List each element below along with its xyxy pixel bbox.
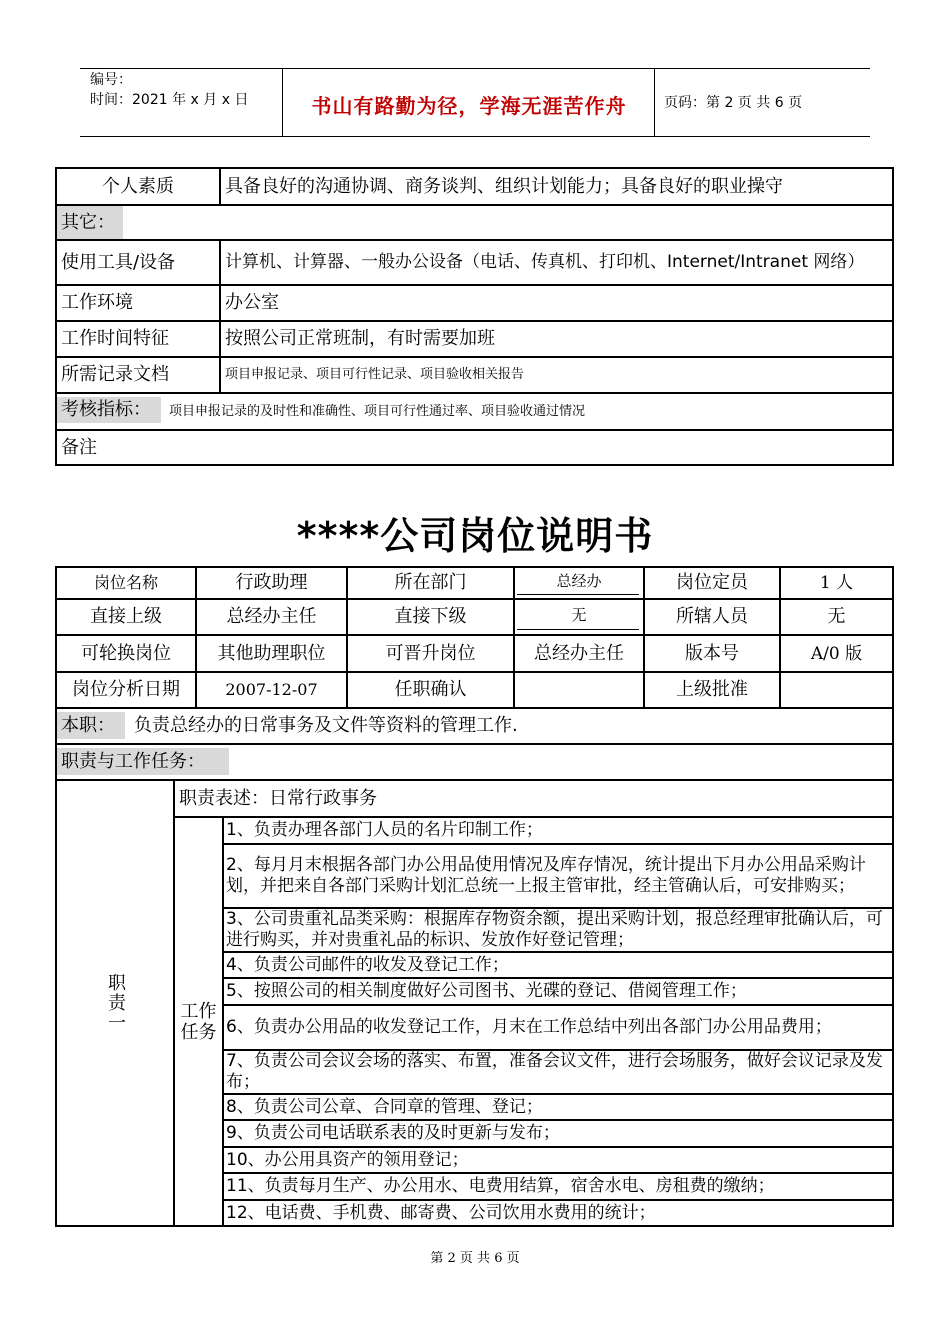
time-label: 时间：2021 年 x 月 x 日 (90, 92, 249, 108)
table-row-value: 项目申报记录的及时性和准确性、项目可行性通过率、项目验收通过情况 (169, 403, 586, 419)
task-text: 2、每月月末根据各部门办公用品使用情况及库存情况，统计提出下月办公用品采购计划，并把来自各部门采购计划汇总统一上报主管审批，经主管确认后，可安排购买； (226, 855, 866, 896)
duty-description: 职责表述：日常行政事务 (179, 787, 377, 809)
page-info: 页码：第 2 页 共 6 页 (664, 95, 803, 111)
grid-label: 岗位分析日期 (72, 679, 180, 700)
duty-main-text: 负责总经办的日常事务及文件等资料的管理工作. (134, 715, 518, 736)
table-row-value: 计算机、计算器、一般办公设备（电话、传真机、打印机、Internet/Intranet 网络） (225, 252, 865, 272)
task-item (224, 1051, 892, 1093)
responsibilities-label: 职责与工作任务： (57, 748, 229, 775)
task-text: 10、办公用具资产的领用登记； (226, 1149, 469, 1170)
grid-label: 任职确认 (394, 679, 467, 700)
grid-label: 可晋升岗位 (385, 642, 476, 664)
document-title: ****公司岗位说明书 (296, 514, 654, 558)
table-row-label: 考核指标： (57, 397, 161, 423)
task-item (224, 1095, 892, 1119)
grid-value: 总经办主任 (226, 606, 317, 627)
grid-label: 版本号 (685, 642, 739, 664)
header-divider (654, 68, 655, 136)
table-row-label: 工作时间特征 (61, 328, 169, 349)
task-text: 12、电话费、手机费、邮寄费、公司饮用水费用的统计； (226, 1202, 656, 1223)
header-divider (282, 68, 283, 136)
grid-value: A/0 版 (810, 643, 863, 664)
duty-main-label: 本职： (57, 712, 125, 739)
grid-value: 2007-12-07 (225, 680, 318, 699)
task-text: 7、负责公司会议会场的落实、布置，准备会议文件，进行会场服务，做好会议记录及发布； (226, 1051, 883, 1092)
motto: 书山有路勤为径，学海无涯苦作舟 (311, 94, 627, 118)
grid-label: 岗位定员 (676, 572, 748, 593)
table-row-label: 其它： (57, 206, 123, 239)
grid-label: 所在部门 (394, 572, 467, 593)
grid-label: 可轮换岗位 (81, 642, 171, 664)
grid-value (781, 673, 892, 707)
task-item (224, 1121, 892, 1146)
task-text: 9、负责公司电话联系表的及时更新与发布； (226, 1123, 560, 1143)
task-item (224, 1201, 892, 1225)
grid-value: 行政助理 (235, 572, 308, 593)
number-label: 编号： (90, 72, 132, 88)
table-row-label: 所需记录文档 (61, 364, 169, 385)
grid-value: 总经办主任 (534, 642, 624, 664)
grid-value: 无 (571, 605, 587, 624)
task-item (224, 953, 892, 977)
grid-label: 直接上级 (90, 606, 162, 627)
task-text: 11、负责每月生产、办公用水、电费用结算，宿舍水电、房租费的缴纳； (226, 1176, 775, 1196)
table-row-label: 工作环境 (61, 292, 133, 313)
tasks-label (175, 818, 222, 1225)
grid-label: 岗位名称 (93, 573, 158, 592)
header-meta (90, 70, 248, 110)
table-row-value: 办公室 (225, 292, 279, 313)
table-row-label: 个人素质 (102, 175, 174, 197)
grid-value (515, 673, 643, 707)
table-row-label: 备注 (61, 436, 97, 458)
header-bottom-rule (80, 136, 870, 137)
duty-label-text: 职责一 (105, 973, 126, 1033)
task-item (224, 909, 892, 951)
grid-value: 其他助理职位 (217, 642, 326, 664)
task-item (224, 1148, 892, 1172)
duty-label (57, 781, 173, 1225)
task-item (224, 1006, 892, 1049)
task-item (224, 1174, 892, 1199)
grid-value: 无 (827, 606, 846, 627)
task-item (224, 979, 892, 1004)
task-text: 3、公司贵重礼品类采购：根据库存物资余额，提出采购计划，报总经理审批确认后，可进行购买，并对贵重礼品的标识、发放作好登记管理； (226, 909, 883, 950)
grid-label: 直接下级 (394, 606, 467, 627)
task-text: 5、按照公司的相关制度做好公司图书、光碟的登记、借阅管理工作； (226, 981, 747, 1001)
table-row-label: 使用工具/设备 (61, 251, 176, 273)
table-row-value: 项目申报记录、项目可行性记录、项目验收相关报告 (225, 367, 525, 382)
page-footer: 第 2 页 共 6 页 (430, 1251, 520, 1266)
header-top-rule (80, 68, 870, 69)
tasks-label-text: 工作任务 (180, 1000, 217, 1043)
grid-label: 所辖人员 (676, 606, 748, 627)
table-row-value: 按照公司正常班制，有时需要加班 (225, 328, 495, 349)
task-text: 1、负责办理各部门人员的名片印制工作； (226, 820, 543, 840)
task-item (224, 845, 892, 907)
task-text: 6、负责办公用品的收发登记工作，月末在工作总结中列出各部门办公用品费用； (226, 1017, 832, 1037)
grid-value: 1 人 (819, 573, 854, 593)
grid-label: 上级批准 (676, 679, 748, 700)
task-text: 4、负责公司邮件的收发及登记工作； (226, 954, 509, 975)
grid-value: 总经办 (556, 572, 602, 590)
table-row-value: 具备良好的沟通协调、商务谈判、组织计划能力；具备良好的职业操守 (225, 175, 783, 197)
task-item (224, 818, 892, 843)
task-text: 8、负责公司公章、合同章的管理、登记； (226, 1096, 543, 1117)
